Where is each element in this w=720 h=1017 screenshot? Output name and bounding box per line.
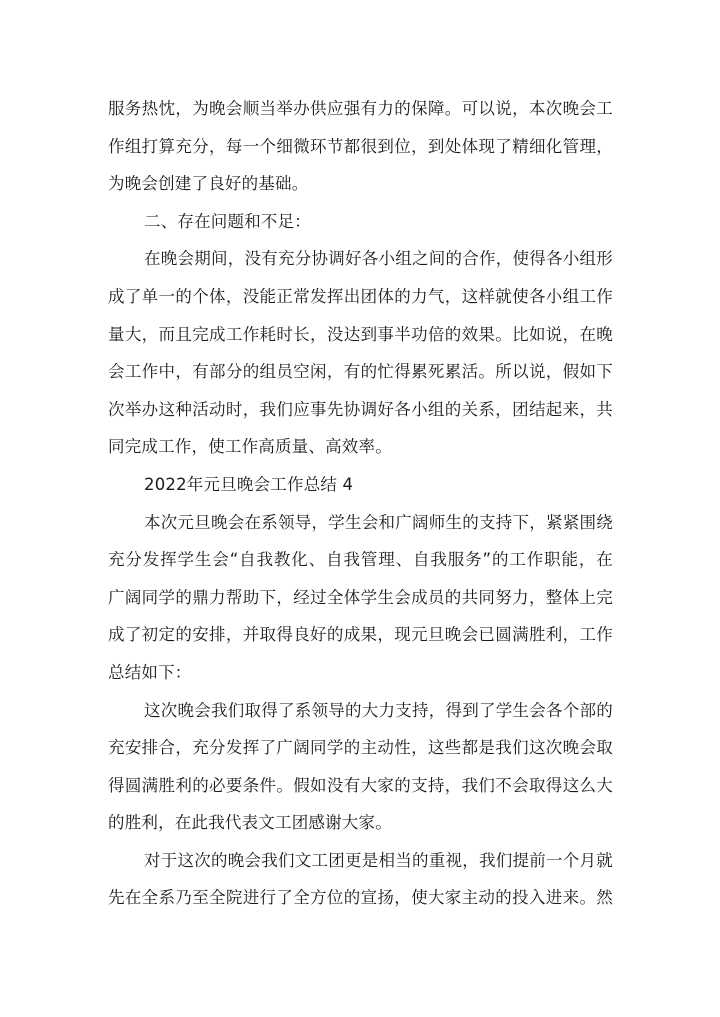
- text-line: 会工作中，有部分的组员空闲，有的忙得累死累活。所以说，假如下: [108, 362, 613, 382]
- text-line: 先在全系乃至全院进行了全方位的宣扬，使大家主动的投入进来。然: [108, 888, 613, 908]
- text-line: 总结如下：: [108, 662, 192, 682]
- text-line: 充安排合，充分发挥了广阔同学的主动性，这些都是我们这次晚会取: [108, 738, 613, 758]
- text-line: 成了初定的安排，并取得良好的成果，现元旦晚会已圆满胜利，工作: [108, 625, 613, 645]
- text-line: 在晚会期间，没有充分协调好各小组之间的合作，使得各小组形: [144, 249, 613, 269]
- text-line: 为晚会创建了良好的基础。: [108, 174, 309, 194]
- text-line: 服务热忱，为晚会顺当举办供应强有力的保障。可以说，本次晚会工: [108, 99, 613, 118]
- section-title: 2022年元旦晚会工作总结 4: [144, 474, 354, 494]
- text-line: 次举办这种活动时，我们应事先协调好各小组的关系，团结起来，共: [108, 399, 613, 419]
- text-line: 量大，而且完成工作耗时长，没达到事半功倍的效果。比如说，在晚: [108, 324, 613, 344]
- text-line: 本次元旦晚会在系领导，学生会和广阔师生的支持下，紧紧围绕: [144, 512, 613, 532]
- text-line: 充分发挥学生会“自我教化、自我管理、自我服务”的工作职能，在: [108, 550, 613, 570]
- text-line: 得圆满胜利的必要条件。假如没有大家的支持，我们不会取得这么大: [108, 775, 613, 795]
- section-heading: 二、存在问题和不足：: [144, 211, 311, 231]
- text-line: 作组打算充分，每一个细微环节都很到位，到处体现了精细化管理，: [108, 136, 613, 156]
- document-body: [108, 90, 613, 917]
- text-line: 同完成工作，使工作高质量、高效率。: [108, 437, 392, 457]
- text-line: 成了单一的个体，没能正常发挥出团体的力气，这样就使各小组工作: [108, 286, 613, 306]
- text-line: 的胜利，在此我代表文工团感谢大家。: [108, 813, 392, 833]
- text-line: 这次晚会我们取得了系领导的大力支持，得到了学生会各个部的: [144, 700, 613, 720]
- text-line: 对于这次的晚会我们文工团更是相当的重视，我们提前一个月就: [144, 850, 613, 870]
- text-line: 广阔同学的鼎力帮助下，经过全体学生会成员的共同努力，整体上完: [108, 587, 613, 607]
